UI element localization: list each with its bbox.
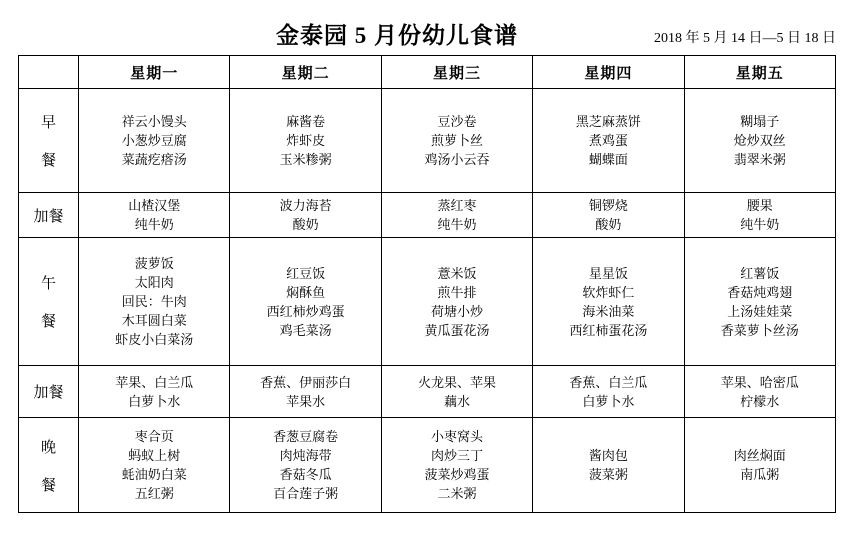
dish-line: 纯牛奶	[740, 217, 780, 232]
dish-line: 麻酱卷	[286, 114, 326, 129]
dish-line: 祥云小馒头	[121, 114, 187, 129]
menu-cell	[230, 238, 381, 366]
menu-cell	[230, 366, 381, 418]
dish-line: 菠萝饭	[134, 256, 174, 271]
dish-line: 香菇炖鸡翅	[727, 284, 793, 300]
dish-line: 薏米饭	[437, 265, 477, 281]
weekday-header-row	[19, 56, 836, 89]
dish-line: 藕水	[443, 393, 470, 409]
menu-cell	[684, 238, 835, 366]
menu-row	[19, 89, 836, 193]
dish-line: 炝炒双丝	[733, 133, 786, 148]
dish-line: 五红粥	[134, 486, 174, 501]
dish-line: 南瓜粥	[740, 467, 780, 482]
dish-line: 小葱炒豆腐	[121, 133, 187, 148]
table-body	[19, 89, 836, 513]
dish-line: 煮鸡蛋	[588, 133, 628, 148]
dish-line: 豆沙卷	[437, 114, 477, 129]
meal-label: 加餐	[19, 193, 79, 238]
meal-label-char: 餐	[40, 314, 56, 330]
page-title: 金泰园 5 月份幼儿食谱	[276, 23, 518, 48]
dish-line: 苹果、哈密瓜	[720, 374, 799, 390]
dish-line: 酸奶	[595, 217, 622, 232]
dish-line: 波力海苔	[279, 198, 332, 213]
dish-line: 软炸虾仁	[582, 284, 635, 300]
menu-cell	[533, 366, 684, 418]
dish-line: 菠菜粥	[588, 467, 628, 482]
dish-line: 肉炒三丁	[430, 448, 483, 463]
dish-line: 炸虾皮	[286, 133, 326, 148]
menu-cell	[533, 418, 684, 513]
dish-line: 红薯饭	[740, 265, 780, 281]
dish-line: 小枣窝头	[430, 429, 483, 444]
dish-line: 肉丝焖面	[733, 448, 786, 463]
dish-line: 二米粥	[437, 486, 477, 501]
dish-line: 海米油菜	[582, 303, 635, 319]
menu-cell	[381, 238, 532, 366]
dish-line: 蚂蚁上树	[128, 448, 181, 463]
menu-row	[19, 193, 836, 238]
dish-line: 鸡汤小云吞	[424, 152, 490, 167]
weekday-header: 星期四	[533, 56, 684, 89]
date-range: 2018 年 5 月 14 日—5 日 18 日	[654, 31, 836, 46]
dish-line: 蒸红枣	[437, 198, 477, 213]
menu-cell	[684, 193, 835, 238]
dish-line: 柠檬水	[740, 393, 780, 409]
dish-line: 荷塘小炒	[430, 303, 483, 319]
menu-row	[19, 366, 836, 418]
menu-cell	[79, 193, 230, 238]
menu-cell	[230, 89, 381, 193]
menu-cell	[79, 418, 230, 513]
dish-line: 鸡毛菜汤	[279, 322, 332, 338]
menu-cell	[381, 366, 532, 418]
dish-line: 太阳肉	[134, 275, 174, 290]
dish-line: 百合莲子粥	[273, 486, 339, 501]
dish-line: 白萝卜水	[128, 393, 181, 409]
dish-line: 枣合页	[134, 429, 174, 444]
menu-cell	[684, 366, 835, 418]
dish-line: 香葱豆腐卷	[273, 429, 339, 444]
menu-cell	[684, 89, 835, 193]
dish-line: 火龙果、苹果	[417, 374, 496, 390]
menu-cell	[381, 418, 532, 513]
meal-label-char: 午	[40, 276, 56, 292]
dish-line: 纯牛奶	[437, 217, 477, 232]
meal-label-char: 餐	[40, 477, 56, 494]
dish-line: 香菇冬瓜	[279, 467, 332, 482]
meal-label	[19, 89, 79, 193]
dish-line: 红豆饭	[286, 265, 326, 281]
dish-line: 上汤娃娃菜	[727, 303, 793, 319]
dish-line: 肉炖海带	[279, 448, 332, 463]
dish-line: 白萝卜水	[582, 393, 635, 409]
weekday-header: 星期一	[79, 56, 230, 89]
menu-cell	[381, 89, 532, 193]
dish-line: 山楂汉堡	[128, 198, 181, 213]
meal-label: 加餐	[19, 366, 79, 418]
dish-line: 西红柿炒鸡蛋	[266, 303, 345, 319]
menu-cell	[533, 193, 684, 238]
table-header	[19, 56, 836, 89]
dish-line: 菜蔬疙瘩汤	[121, 152, 187, 167]
weekday-header: 星期五	[684, 56, 835, 89]
dish-line: 香蕉、伊丽莎白	[260, 374, 352, 390]
dish-line: 煎牛排	[437, 284, 477, 300]
meal-label	[19, 418, 79, 513]
dish-line: 酸奶	[292, 217, 319, 232]
dish-line: 西红柿蛋花汤	[569, 322, 648, 338]
dish-line: 铜锣烧	[588, 198, 628, 213]
dish-line: 菠菜炒鸡蛋	[424, 467, 490, 482]
page-header	[18, 0, 836, 55]
dish-line: 纯牛奶	[134, 217, 174, 232]
dish-line: 苹果、白兰瓜	[115, 374, 194, 390]
meal-label-char: 早	[40, 115, 56, 131]
dish-line: 糊塌子	[740, 114, 780, 129]
dish-line: 黑芝麻蒸饼	[575, 114, 641, 129]
corner-cell	[19, 56, 79, 89]
dish-line: 木耳圆白菜	[121, 313, 187, 328]
weekday-header: 星期二	[230, 56, 381, 89]
menu-cell	[230, 193, 381, 238]
dish-line: 回民：牛肉	[121, 294, 187, 309]
menu-row	[19, 238, 836, 366]
dish-line: 香蕉、白兰瓜	[569, 374, 648, 390]
menu-cell	[533, 89, 684, 193]
dish-line: 腰果	[746, 198, 773, 213]
dish-line: 苹果水	[286, 393, 326, 409]
dish-line: 黄瓜蛋花汤	[424, 322, 490, 338]
menu-row	[19, 418, 836, 513]
menu-cell	[79, 366, 230, 418]
dish-line: 翡翠米粥	[733, 152, 786, 167]
dish-line: 焖酥鱼	[286, 284, 326, 300]
menu-table	[18, 55, 836, 513]
dish-line: 蝴蝶面	[588, 152, 628, 167]
weekday-header: 星期三	[381, 56, 532, 89]
menu-cell	[684, 418, 835, 513]
dish-line: 玉米糁粥	[279, 152, 332, 167]
menu-cell	[230, 418, 381, 513]
menu-cell	[381, 193, 532, 238]
dish-line: 虾皮小白菜汤	[115, 332, 194, 347]
dish-line: 香菜萝卜丝汤	[720, 322, 799, 338]
menu-cell	[79, 238, 230, 366]
meal-label	[19, 238, 79, 366]
meal-label-char: 餐	[40, 153, 56, 169]
menu-cell	[533, 238, 684, 366]
dish-line: 煎萝卜丝	[430, 133, 483, 148]
dish-line: 星星饭	[588, 265, 628, 281]
meal-label-char: 晚	[40, 439, 56, 456]
dish-line: 酱肉包	[588, 448, 628, 463]
dish-line: 蚝油奶白菜	[121, 467, 187, 482]
menu-cell	[79, 89, 230, 193]
